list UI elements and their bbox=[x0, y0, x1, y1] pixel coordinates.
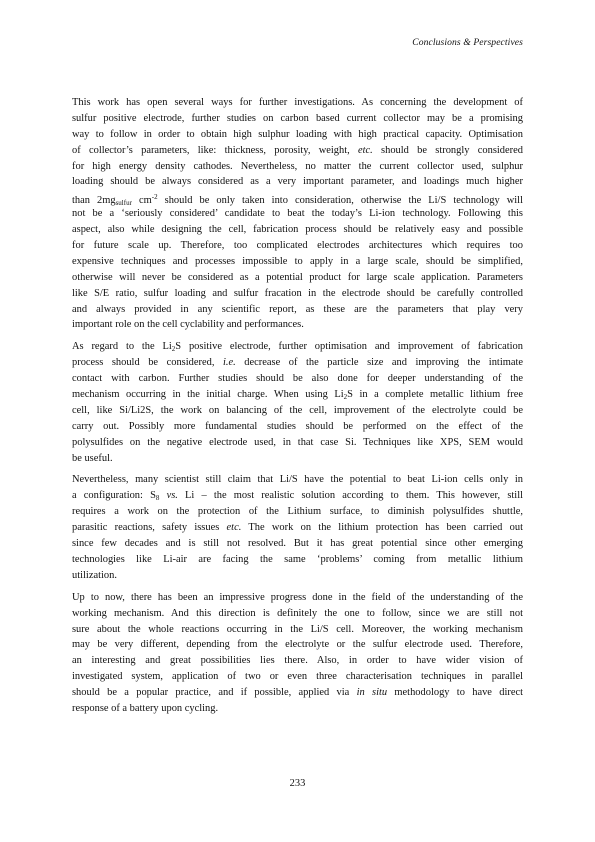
paragraph-li2s-electrode bbox=[72, 339, 523, 466]
text-line: process should be considered, i.e. decrease of the particle size and improving the intimate bbox=[72, 357, 524, 369]
text-line: important role on the cell cyclability and performances. bbox=[72, 319, 304, 331]
paragraph-lithium-protection bbox=[72, 472, 523, 583]
paragraph-working-mechanism bbox=[72, 590, 523, 717]
text-line: way to follow in order to obtain high sulphur loading with high practical capacity. Optimisation bbox=[72, 128, 523, 140]
text-line: This work has open several ways for further investigations. As concerning the development of bbox=[72, 97, 523, 108]
text-line: response of a battery upon cycling. bbox=[72, 702, 219, 714]
text-line: mechanism occurring in the initial charge. When using $Li_2S$ in a complete metallic lithium free bbox=[72, 389, 523, 402]
text-line: like S/E ratio, sulfur loading and sulfur fracation in the electrode should be carefully controlled bbox=[72, 287, 523, 299]
text-line: expensive techniques and processes impossible to apply in a large scale, should be simplified, bbox=[72, 255, 523, 267]
text-line: aspect, also while designing the cell, fabrication process should be relatively easy and possible bbox=[72, 224, 523, 236]
text-line: As regard to the $Li_2S$ positive electrode, further optimisation and improvement of fabrication bbox=[72, 341, 523, 354]
text-line: working mechanism. And this direction is definitely the one to follow, since we are still not bbox=[72, 607, 523, 619]
text-line: parasitic reactions, safety issues etc. The work on the lithium protection has been carried out bbox=[72, 522, 523, 534]
text-line: loading should be always considered as a very important parameter, and loadings much higher bbox=[72, 176, 523, 188]
paragraph-sulfur-electrode bbox=[72, 95, 523, 333]
text-line: sure about the whole reactions occurring in the Li/S cell. Moreover, the working mechanism bbox=[72, 623, 523, 635]
text-line: be useful. bbox=[72, 452, 113, 464]
text-line: requires a work on the protection of the Lithium surface, to diminish polysulfides shuttle, bbox=[72, 506, 523, 518]
body-text bbox=[72, 95, 523, 723]
text-line: not be a ‘seriously considered’ candidate to beat the today’s Li-ion technology. Following this bbox=[72, 208, 523, 220]
page-number: 233 bbox=[289, 778, 306, 789]
text-line: sulfur positive electrode, further studies on carbon based current collector may be a promising bbox=[72, 112, 523, 124]
text-line: Up to now, there has been an impressive progress done in the field of the understanding of the bbox=[72, 591, 523, 603]
text-line: polysulfides on the negative electrode used, in that case Si. Techniques like XPS, SEM would bbox=[72, 436, 523, 448]
text-line: investigated system, application of two or even three characterisation techniques in parallel bbox=[72, 671, 523, 683]
text-line: since few decades and is still not resolved. But it has great potential since other emerging bbox=[72, 538, 523, 550]
text-line: a configuration: $S_8$ vs. Li – the most realistic solution according to them. This however, still bbox=[72, 490, 523, 503]
text-line: for future scale up. Therefore, too complicated electrodes architectures which requires too bbox=[72, 240, 523, 252]
text-line: than $2mg_{sulfur}$ $cm^{-2}$ should be only taken into consideration, otherwise the Li/S technology will bbox=[72, 193, 523, 208]
text-line: an interesting and great possibilities lies there. Also, in order to have wider vision of bbox=[72, 655, 523, 667]
text-line: may be very different, depending from the electrolyte or the sulfur electrode used. Therefore, bbox=[72, 639, 523, 651]
text-line: for high energy density cathodes. Nevertheless, no matter the current collector used, sulphur bbox=[72, 160, 523, 172]
text-line: Nevertheless, many scientist still claim that Li/S have the potential to beat Li-ion cells only in bbox=[72, 474, 523, 486]
text-line: contact with carbon. Further studies should be also done for deeper understanding of the bbox=[72, 373, 523, 385]
text-line: should be a popular practice, and if possible, applied via in situ methodology to have direct bbox=[72, 687, 523, 699]
text-line: cell, like Si/Li2S, the work on balancing of the cell, improvement of the electrolyte could be bbox=[72, 404, 523, 416]
text-line: otherwise will never be considered as a potential product for large scale application. Parameters bbox=[72, 271, 523, 283]
text-line: and always provided in any scientific report, as these are the parameters that play very bbox=[72, 303, 523, 315]
text-line: of collector’s parameters, like: thickness, porosity, weight, etc. should be strongly considered bbox=[72, 144, 523, 156]
text-line: utilization. bbox=[72, 569, 117, 581]
text-line: carry out. Possibly more fundamental studies should be performed on the effect of the bbox=[72, 420, 523, 432]
text-line: technologies like Li-air are facing the same ‘problems’ coming from metallic lithium bbox=[72, 553, 523, 565]
running-header: Conclusions & Perspectives bbox=[412, 37, 523, 48]
